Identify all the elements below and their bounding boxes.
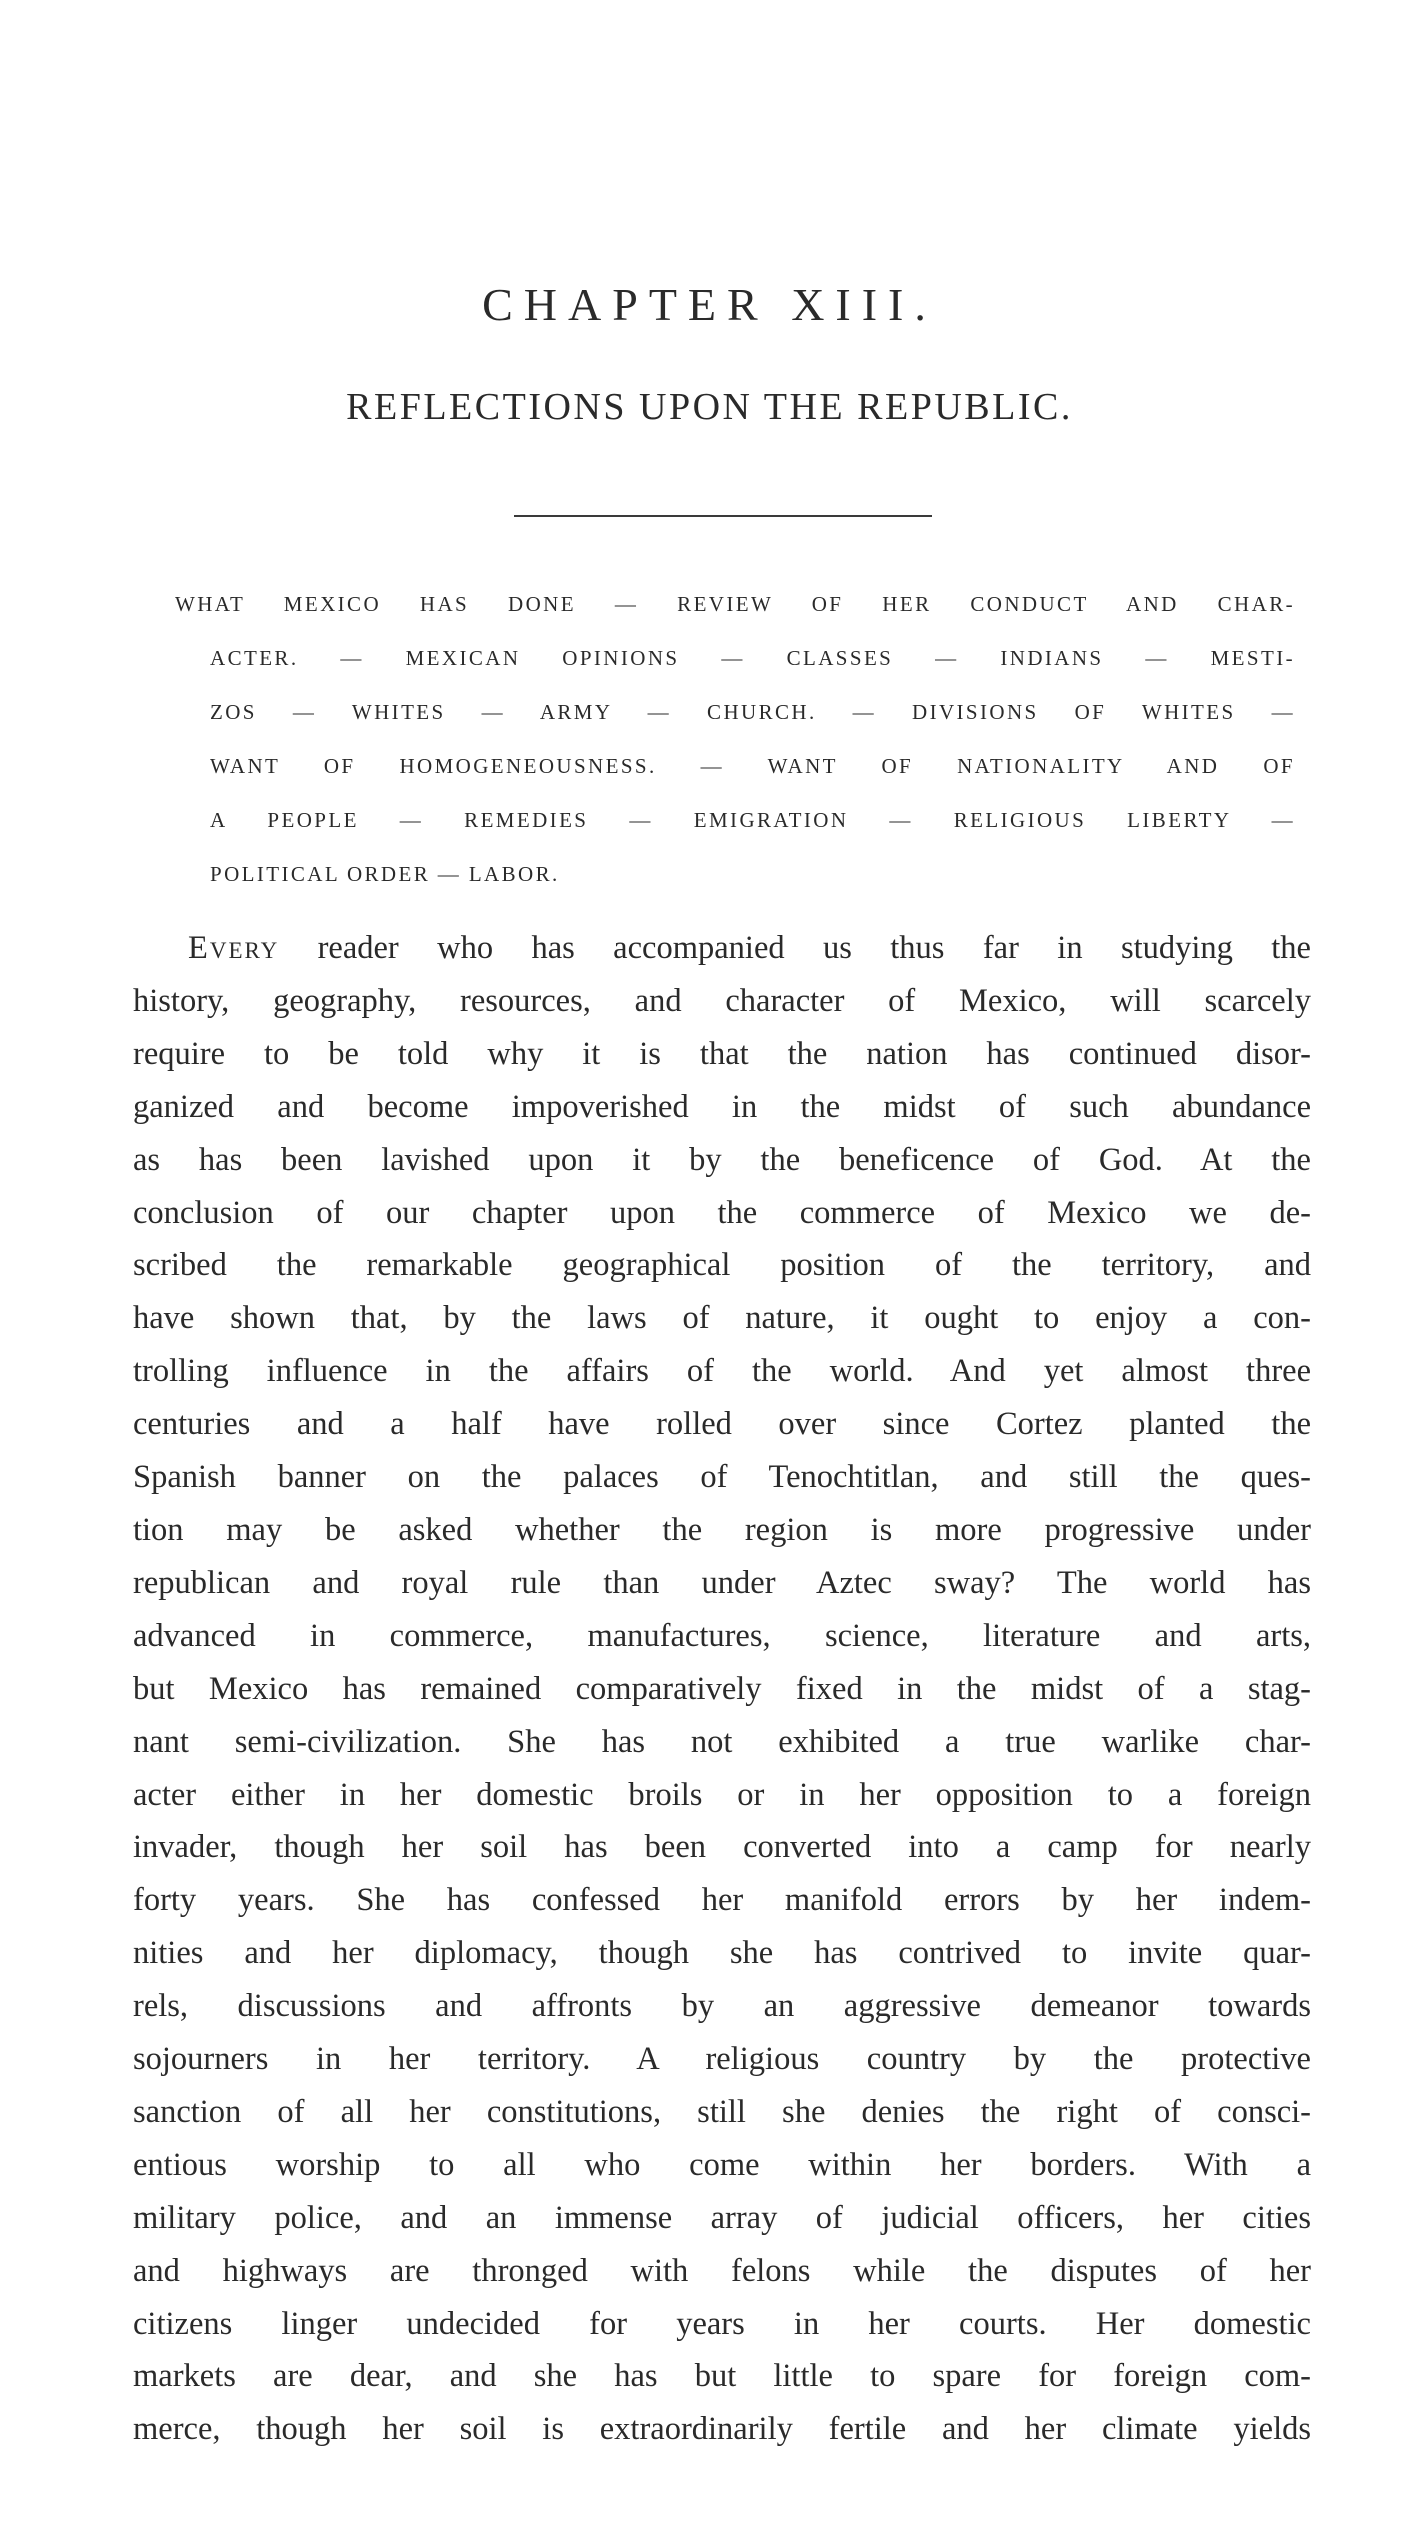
chapter-title: CHAPTER XIII. [482, 279, 937, 330]
chapter-synopsis [175, 577, 1295, 901]
paragraph-line: trolling influence in the affairs of the world. And yet almost three [133, 1353, 1311, 1390]
section-divider [514, 515, 932, 517]
synopsis-line: ZOS — WHITES — ARMY — CHURCH. — DIVISIONS OF WHITES — [210, 700, 1295, 724]
paragraph-line: republican and royal rule than under Aztec sway? The world has [133, 1564, 1311, 1601]
paragraph-line: advanced in commerce, manufactures, science, literature and arts, [133, 1617, 1311, 1654]
first-line-text: reader who has accompanied us thus far in studying the [279, 930, 1311, 966]
synopsis-line: ACTER. — MEXICAN OPINIONS — CLASSES — INDIANS — MESTI- [210, 646, 1295, 670]
paragraph-line: history, geography, resources, and character of Mexico, will scarcely [133, 982, 1311, 1019]
paragraph-line: but Mexico has remained comparatively fixed in the midst of a stag- [133, 1670, 1311, 1707]
paragraph-line: forty years. She has confessed her manifold errors by her indem- [133, 1882, 1311, 1919]
paragraph-line: rels, discussions and affronts by an aggressive demeanor towards [133, 1988, 1311, 2025]
paragraph-line: sanction of all her constitutions, still she denies the right of consci- [133, 2093, 1311, 2130]
paragraph-line: conclusion of our chapter upon the commerce of Mexico we de- [133, 1194, 1311, 1231]
opening-word: Every [188, 930, 280, 966]
synopsis-line: POLITICAL ORDER — LABOR. [210, 862, 560, 886]
paragraph-line: Spanish banner on the palaces of Tenochtitlan, and still the ques- [133, 1459, 1311, 1496]
paragraph-line: centuries and a half have rolled over since Cortez planted the [133, 1406, 1311, 1443]
paragraph-line: invader, though her soil has been converted into a camp for nearly [133, 1829, 1311, 1866]
paragraph-line: sojourners in her territory. A religious country by the protective [133, 2041, 1311, 2078]
paragraph-line: acter either in her domestic broils or in her opposition to a foreign [133, 1776, 1311, 1813]
paragraph-line: tion may be asked whether the region is more progressive under [133, 1511, 1311, 1548]
paragraph-line: merce, though her soil is extraordinarily fertile and her climate yields [133, 2411, 1311, 2448]
synopsis-line: WHAT MEXICO HAS DONE — REVIEW OF HER CONDUCT AND CHAR- [175, 592, 1295, 616]
paragraph-line: nant semi-civilization. She has not exhibited a true warlike char- [133, 1723, 1311, 1760]
paragraph-first-line [133, 922, 1311, 975]
paragraph-line: and highways are thronged with felons while the disputes of her [133, 2252, 1311, 2289]
paragraph-line: citizens linger undecided for years in her courts. Her domestic [133, 2305, 1311, 2342]
paragraph-line: require to be told why it is that the nation has continued disor- [133, 1035, 1311, 1072]
synopsis-line: A PEOPLE — REMEDIES — EMIGRATION — RELIGIOUS LIBERTY — [210, 808, 1295, 832]
paragraph-line: as has been lavished upon it by the beneficence of God. At the [133, 1141, 1311, 1178]
paragraph-line: military police, and an immense array of judicial officers, her cities [133, 2199, 1311, 2236]
paragraph-line: markets are dear, and she has but little to spare for foreign com- [133, 2358, 1311, 2395]
paragraph-line: nities and her diplomacy, though she has contrived to invite quar- [133, 1935, 1311, 1972]
paragraph-line: have shown that, by the laws of nature, it ought to enjoy a con- [133, 1300, 1311, 1337]
paragraph-line: ganized and become impoverished in the midst of such abundance [133, 1088, 1311, 1125]
chapter-subtitle: REFLECTIONS UPON THE REPUBLIC. [346, 386, 1073, 428]
synopsis-line: WANT OF HOMOGENEOUSNESS. — WANT OF NATIONALITY AND OF [210, 754, 1295, 778]
paragraph-line: scribed the remarkable geographical position of the territory, and [133, 1247, 1311, 1284]
paragraph-line: entious worship to all who come within her borders. With a [133, 2146, 1311, 2183]
body-paragraph [133, 922, 1311, 2456]
